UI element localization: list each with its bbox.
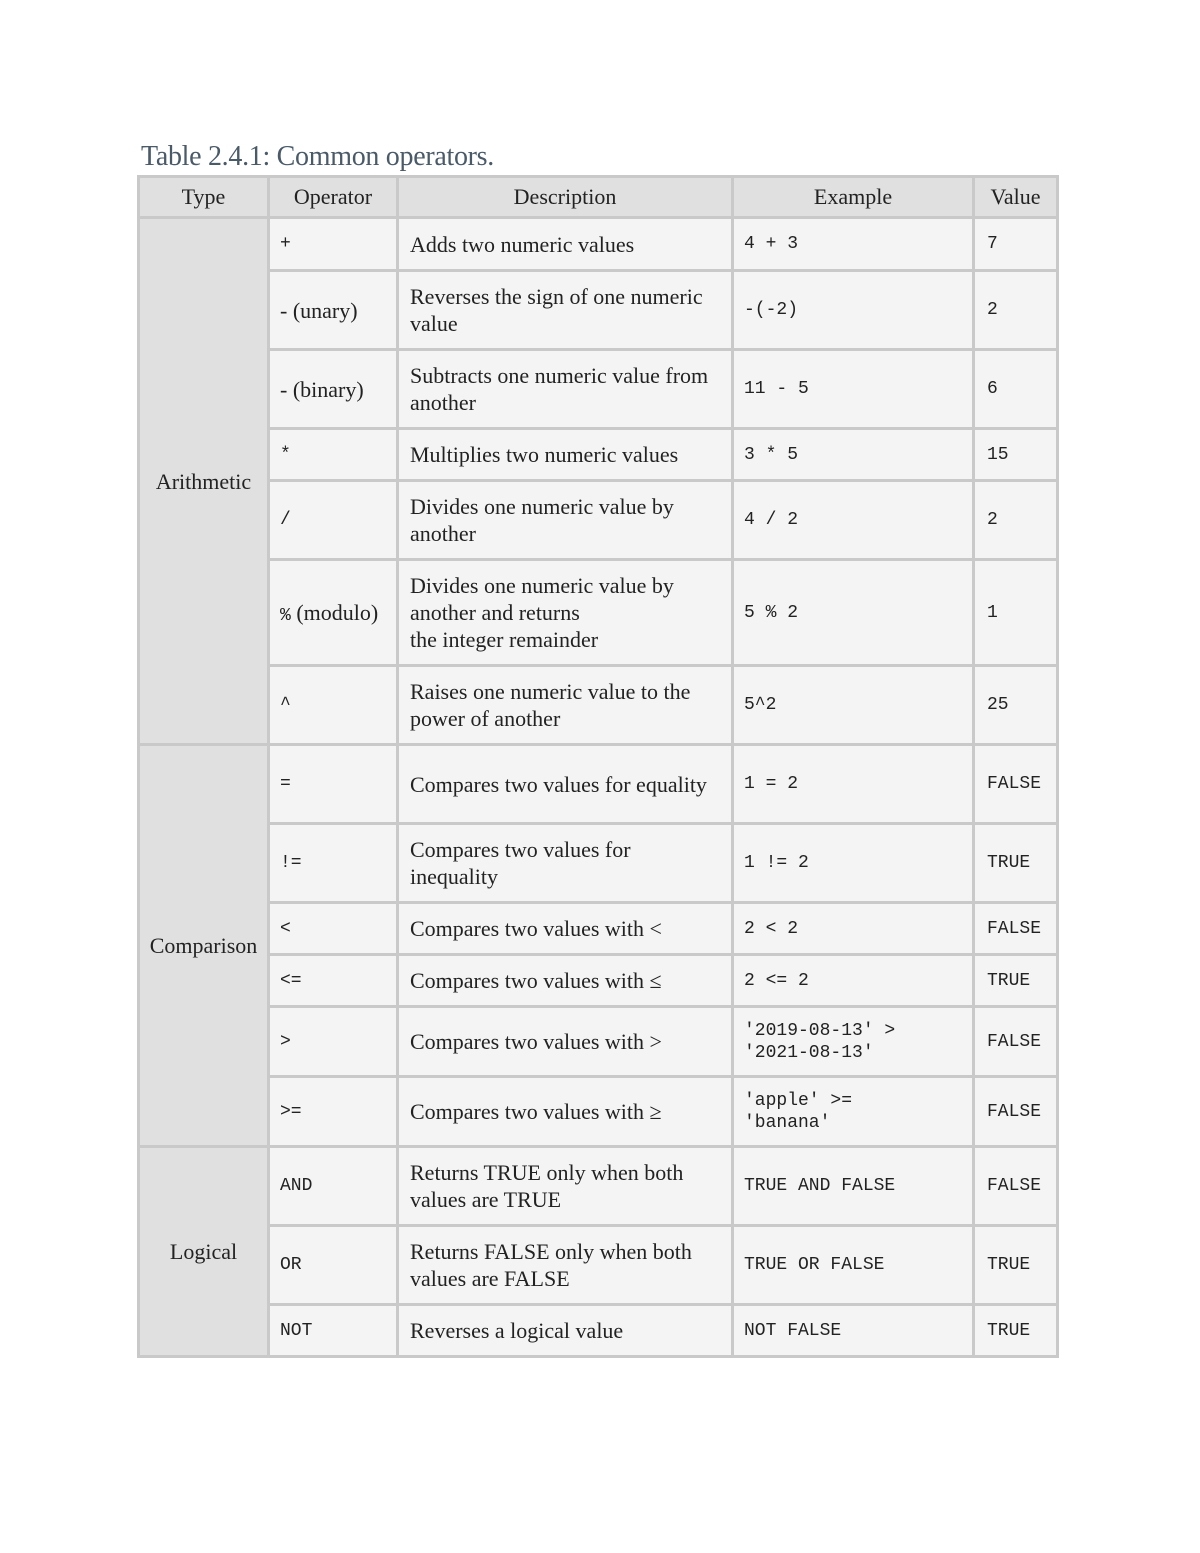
operator-cell: < (269, 903, 398, 955)
example-cell: 5^2 (733, 666, 974, 745)
example-cell (733, 1007, 974, 1077)
value-cell: FALSE (974, 903, 1058, 955)
table-row (139, 1077, 1058, 1147)
description-cell: Reverses the sign of one numeric value (398, 271, 733, 350)
operator-cell: + (269, 218, 398, 271)
value-cell: 25 (974, 666, 1058, 745)
description-cell: Compares two values with > (398, 1007, 733, 1077)
value-cell: FALSE (974, 1077, 1058, 1147)
example-cell (733, 1077, 974, 1147)
example-cell: 2 < 2 (733, 903, 974, 955)
example-line: '2019-08-13' > (744, 1020, 896, 1041)
header-row (139, 177, 1058, 218)
value-cell: TRUE (974, 824, 1058, 903)
operator-cell: = (269, 745, 398, 824)
operator-cell: OR (269, 1226, 398, 1305)
value-cell: FALSE (974, 745, 1058, 824)
example-cell: -(-2) (733, 271, 974, 350)
operator-cell: != (269, 824, 398, 903)
table-row (139, 429, 1058, 481)
value-cell: 15 (974, 429, 1058, 481)
operator-cell: - (binary) (269, 350, 398, 429)
table-row (139, 560, 1058, 666)
example-cell: 11 - 5 (733, 350, 974, 429)
value-cell: 1 (974, 560, 1058, 666)
description-cell: Returns TRUE only when both values are TRUE (398, 1147, 733, 1226)
example-cell: TRUE OR FALSE (733, 1226, 974, 1305)
description-cell: Returns FALSE only when both values are FALSE (398, 1226, 733, 1305)
description-cell: Multiplies two numeric values (398, 429, 733, 481)
description-cell: Divides one numeric value by another (398, 481, 733, 560)
example-line: '2021-08-13' (744, 1042, 874, 1063)
table-row (139, 955, 1058, 1007)
table-row (139, 903, 1058, 955)
description-cell: Reverses a logical value (398, 1305, 733, 1357)
operator-cell: ^ (269, 666, 398, 745)
description-cell: Compares two values with < (398, 903, 733, 955)
header-description: Description (398, 177, 733, 218)
value-cell: 7 (974, 218, 1058, 271)
example-cell: 4 + 3 (733, 218, 974, 271)
example-line: 'banana' (744, 1112, 831, 1133)
operator-cell: <= (269, 955, 398, 1007)
header-value: Value (974, 177, 1058, 218)
description-cell: Raises one numeric value to the power of another (398, 666, 733, 745)
example-line: 'apple' >= (744, 1090, 853, 1111)
example-cell: 5 % 2 (733, 560, 974, 666)
description-cell: Subtracts one numeric value from another (398, 350, 733, 429)
operator-cell: * (269, 429, 398, 481)
table-row (139, 271, 1058, 350)
example-cell: 2 <= 2 (733, 955, 974, 1007)
table-row (139, 1305, 1058, 1357)
description-cell (398, 560, 733, 666)
operator-word: (modulo) (290, 599, 379, 625)
value-cell: TRUE (974, 1305, 1058, 1357)
group-arithmetic: Arithmetic (139, 218, 269, 745)
table-row (139, 218, 1058, 271)
operator-cell (269, 560, 398, 666)
table-row (139, 1147, 1058, 1226)
value-cell: TRUE (974, 955, 1058, 1007)
example-cell: 3 * 5 (733, 429, 974, 481)
description-cell: Compares two values for inequality (398, 824, 733, 903)
operator-cell: AND (269, 1147, 398, 1226)
description-cell: Compares two values with ≤ (398, 955, 733, 1007)
table-row (139, 824, 1058, 903)
description-line: the integer remainder (410, 627, 599, 652)
description-cell: Compares two values for equality (398, 745, 733, 824)
value-cell: 2 (974, 481, 1058, 560)
table-caption: Table 2.4.1: Common operators. (141, 141, 494, 172)
operator-cell: > (269, 1007, 398, 1077)
table-row (139, 666, 1058, 745)
value-cell: FALSE (974, 1147, 1058, 1226)
table-row (139, 481, 1058, 560)
example-cell: 1 != 2 (733, 824, 974, 903)
value-cell: 2 (974, 271, 1058, 350)
example-cell: TRUE AND FALSE (733, 1147, 974, 1226)
description-cell: Compares two values with ≥ (398, 1077, 733, 1147)
group-comparison: Comparison (139, 745, 269, 1147)
operator-cell: NOT (269, 1305, 398, 1357)
operator-cell: >= (269, 1077, 398, 1147)
value-cell: 6 (974, 350, 1058, 429)
header-type: Type (139, 177, 269, 218)
description-line: Divides one numeric value by another and returns (410, 573, 674, 625)
header-example: Example (733, 177, 974, 218)
example-cell: 4 / 2 (733, 481, 974, 560)
value-cell: TRUE (974, 1226, 1058, 1305)
operator-cell: - (unary) (269, 271, 398, 350)
value-cell: FALSE (974, 1007, 1058, 1077)
example-cell: NOT FALSE (733, 1305, 974, 1357)
operator-cell: / (269, 481, 398, 560)
table-row (139, 745, 1058, 824)
operator-symbol: % (280, 605, 291, 626)
operators-table (137, 175, 1059, 1358)
table-row (139, 1007, 1058, 1077)
description-cell: Adds two numeric values (398, 218, 733, 271)
example-cell: 1 = 2 (733, 745, 974, 824)
header-operator: Operator (269, 177, 398, 218)
table-row (139, 350, 1058, 429)
table-row (139, 1226, 1058, 1305)
group-logical: Logical (139, 1147, 269, 1357)
